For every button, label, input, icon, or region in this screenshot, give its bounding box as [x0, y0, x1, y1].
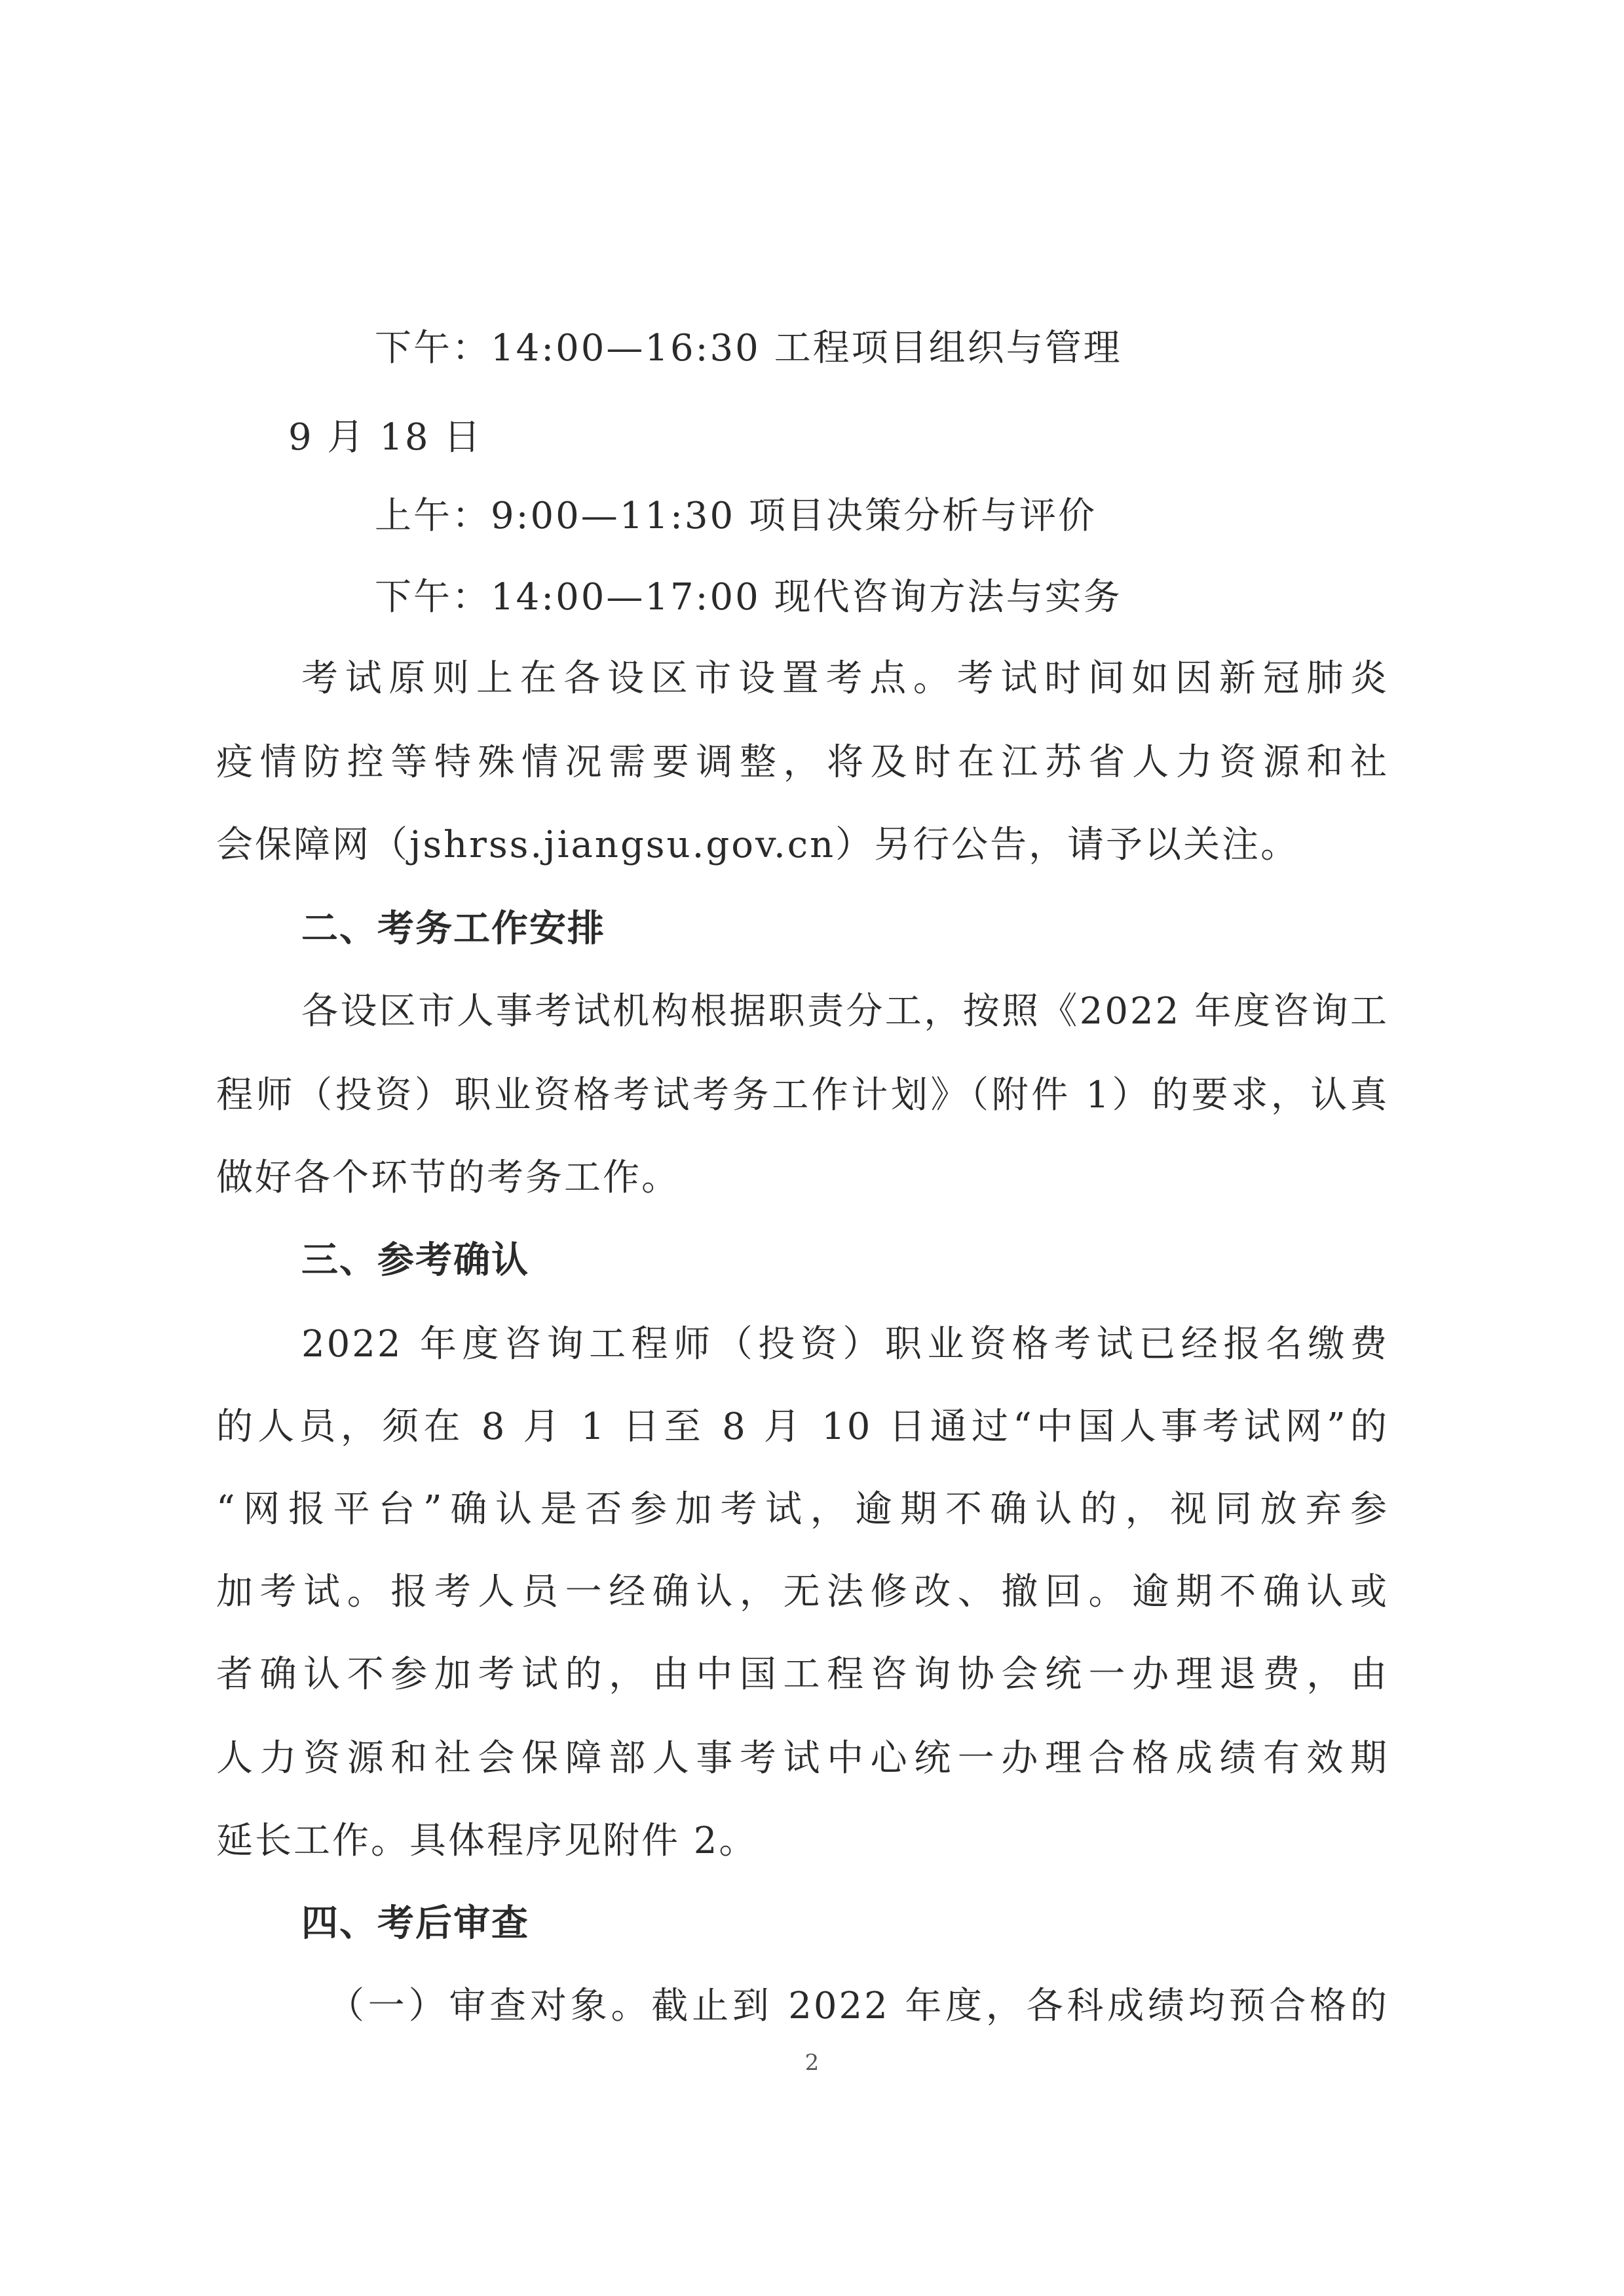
paragraph-exam-location-line2: 疫情防控等特殊情况需要调整，将及时在江苏省人力资源和社 [216, 741, 1389, 784]
schedule-afternoon-day1: 下午：14:00—16:30 工程项目组织与管理 [375, 327, 1122, 370]
section-heading-confirmation: 三、参考确认 [301, 1239, 529, 1282]
paragraph-exam-location-line1: 考试原则上在各设区市设置考点。考试时间如因新冠肺炎 [301, 657, 1389, 700]
paragraph-exam-location-line3: 会保障网（jshrss.jiangsu.gov.cn）另行公告，请予以关注。 [216, 824, 1300, 866]
schedule-date-sep18: 9 月 18 日 [288, 416, 483, 459]
paragraph-exam-affairs-line3: 做好各个环节的考务工作。 [216, 1157, 680, 1199]
section-heading-post-exam-review: 四、考后审查 [301, 1902, 529, 1945]
paragraph-review-line1: （一）审查对象。截止到 2022 年度，各科成绩均预合格的 [328, 1985, 1389, 2027]
paragraph-exam-affairs-line1: 各设区市人事考试机构根据职责分工，按照《2022 年度咨询工 [301, 990, 1389, 1033]
paragraph-confirmation-line6: 人力资源和社会保障部人事考试中心统一办理合格成绩有效期 [216, 1737, 1389, 1780]
paragraph-exam-affairs-line2: 程师（投资）职业资格考试考务工作计划》（附件 1）的要求，认真 [216, 1074, 1389, 1117]
paragraph-confirmation-line2: 的人员，须在 8 月 1 日至 8 月 10 日通过“中国人事考试网”的 [216, 1406, 1389, 1448]
paragraph-confirmation-line7: 延长工作。具体程序见附件 2。 [216, 1820, 758, 1862]
schedule-afternoon-sep18: 下午：14:00—17:00 现代咨询方法与实务 [375, 576, 1122, 619]
page-number: 2 [804, 2050, 820, 2076]
schedule-morning-sep18: 上午：9:00—11:30 项目决策分析与评价 [375, 495, 1097, 537]
paragraph-confirmation-line1: 2022 年度咨询工程师（投资）职业资格考试已经报名缴费 [301, 1323, 1389, 1366]
paragraph-confirmation-line5: 者确认不参加考试的，由中国工程咨询协会统一办理退费，由 [216, 1653, 1389, 1696]
paragraph-confirmation-line4: 加考试。报考人员一经确认，无法修改、撤回。逾期不确认或 [216, 1571, 1389, 1613]
section-heading-exam-affairs: 二、考务工作安排 [301, 908, 605, 950]
paragraph-confirmation-line3: “网报平台”确认是否参加考试，逾期不确认的，视同放弃参 [216, 1488, 1389, 1531]
